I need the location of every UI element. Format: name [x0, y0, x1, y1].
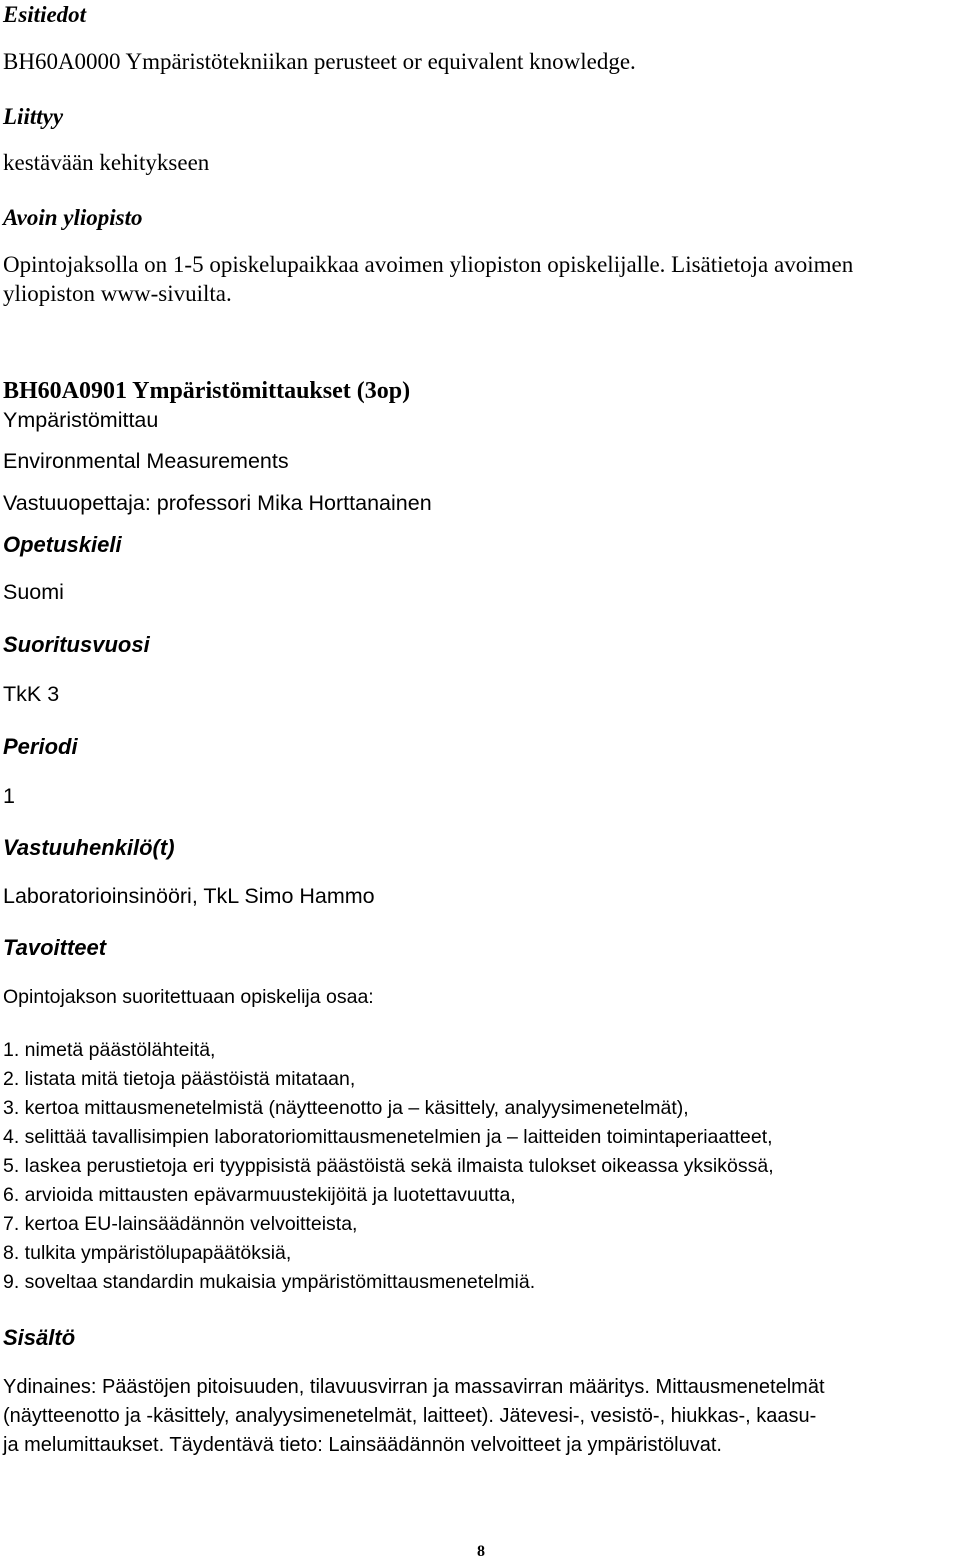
related-text: kestävään kehitykseen — [3, 150, 210, 175]
objective-item: 4. selittää tavallisimpien laboratoriomittausmenetelmien ja – laitteiden toimintaperiaatteet, — [3, 1126, 773, 1148]
year-heading: Suoritusvuosi — [3, 632, 150, 657]
open-university-text-line-2: yliopiston www-sivuilta. — [3, 281, 232, 306]
objective-item: 2. listata mitä tietoja päästöistä mitataan, — [3, 1068, 356, 1090]
objective-item: 5. laskea perustietoja eri tyyppisistä päästöistä sekä ilmaista tulokset oikeassa yksikössä, — [3, 1155, 774, 1177]
prerequisites-text: BH60A0000 Ympäristötekniikan perusteet or equivalent knowledge. — [3, 49, 636, 74]
objectives-intro: Opintojakson suoritettuaan opiskelija osaa: — [3, 986, 374, 1008]
contact-value: Laboratorioinsinööri, TkL Simo Hammo — [3, 884, 375, 908]
year-value: TkK 3 — [3, 682, 60, 706]
content-text-line-3: ja melumittaukset. Täydentävä tieto: Lainsäädännön velvoitteet ja ympäristöluvat. — [3, 1434, 722, 1456]
objective-item: 7. kertoa EU-lainsäädännön velvoitteista, — [3, 1213, 358, 1235]
objective-item: 3. kertoa mittausmenetelmistä (näytteenotto ja – käsittely, analyysimenetelmät), — [3, 1097, 689, 1119]
course-title: BH60A0901 Ympäristömittaukset (3op) — [3, 378, 411, 404]
content-heading: Sisältö — [3, 1325, 76, 1350]
prerequisites-heading: Esitiedot — [3, 2, 87, 27]
course-english-name: Environmental Measurements — [3, 449, 289, 473]
period-heading: Periodi — [3, 734, 78, 759]
language-value: Suomi — [3, 580, 64, 604]
objective-item: 9. soveltaa standardin mukaisia ympäristömittausmenetelmiä. — [3, 1271, 536, 1293]
related-heading: Liittyy — [3, 104, 64, 129]
objective-item: 1. nimetä päästölähteitä, — [3, 1039, 216, 1061]
course-finnish-name: Ympäristömittau — [3, 408, 159, 432]
contact-heading: Vastuuhenkilö(t) — [3, 835, 175, 860]
open-university-heading: Avoin yliopisto — [3, 205, 143, 230]
content-text-line-2: (näytteenotto ja -käsittely, analyysimenetelmät, laitteet). Jätevesi-, vesistö-, hiukkas-, kaasu- — [3, 1405, 817, 1427]
content-text-line-1: Ydinaines: Päästöjen pitoisuuden, tilavuusvirran ja massavirran määritys. Mittausmenetelmät — [3, 1376, 825, 1398]
period-value: 1 — [3, 784, 15, 808]
page-number: 8 — [477, 1543, 485, 1560]
responsible-teacher: Vastuuopettaja: professori Mika Horttanainen — [3, 491, 432, 515]
open-university-text-line-1: Opintojaksolla on 1-5 opiskelupaikkaa avoimen yliopiston opiskelijalle. Lisätietoja avoimen — [3, 252, 854, 277]
language-heading: Opetuskieli — [3, 532, 122, 557]
objective-item: 6. arvioida mittausten epävarmuustekijöitä ja luotettavuutta, — [3, 1184, 516, 1206]
objectives-heading: Tavoitteet — [3, 935, 107, 960]
objective-item: 8. tulkita ympäristölupapäätöksiä, — [3, 1242, 292, 1264]
